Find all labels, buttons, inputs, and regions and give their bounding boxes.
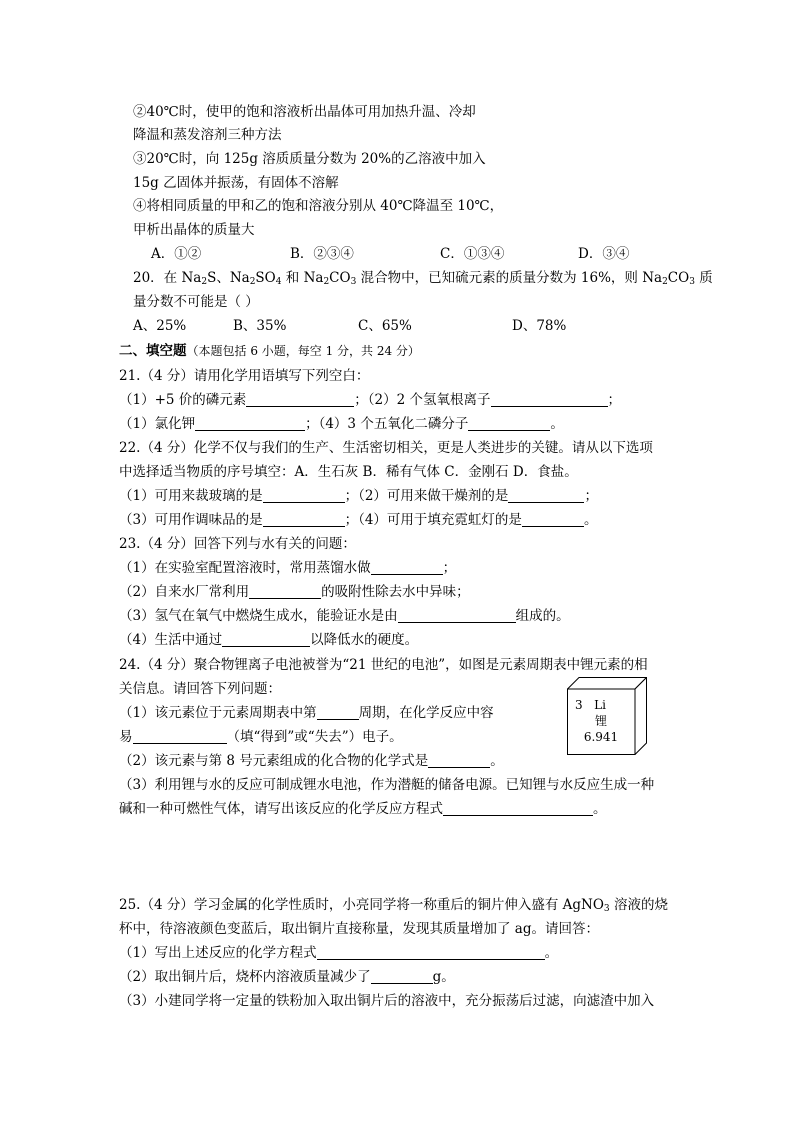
q19-option-3-line-2: 15g 乙固体并振荡，有固体不溶解 [133,175,339,191]
q25-heading: 25.（4 分）学习金属的化学性质时，小亮同学将一称重后的铜片伸入盛有 AgNO$_3$ 溶液的烧 [119,897,668,914]
q24-line-3: （1）该元素位于元素周期表中第 周期，在化学反应中容 [119,705,494,721]
q22-line-4: （3）可用作调味品的是 ；（4）可用于填充霓虹灯的是 。 [119,512,598,528]
answer-blank[interactable] [195,416,305,431]
answer-blank[interactable] [371,560,443,575]
q23-heading: 23.（4 分）回答下列与水有关的问题： [119,536,356,552]
q20-choice-a: A、25% [133,318,187,334]
q19-option-4-line-2: 甲析出晶体的质量大 [133,222,255,238]
q20-stem-line-1: 20．在 $Na_2S$、$Na_2SO_4$ 和 $Na_2CO_3$ 混合物中，已知硫元素的质量分数为 16%，则 $Na_2CO_3$ 质 [133,270,713,287]
q23-line-3: （3）氢气在氧气中燃烧生成水，能验证水是由 组成的。 [119,608,570,624]
answer-blank[interactable] [443,801,593,816]
q24-line-5: （2）该元素与第 8 号元素组成的化合物的化学式是 。 [119,753,504,769]
q19-choice-c: C．①③④ [440,246,505,262]
element-symbol: Li [594,698,606,712]
answer-blank[interactable] [508,488,584,503]
answer-blank[interactable] [263,512,345,527]
element-name: 锂 [594,714,607,728]
q24-line-4: 易 （填“得到”或“失去”）电子。 [119,729,403,745]
q20-choice-d: D、78% [512,318,567,334]
q24-line-6: （3）利用锂与水的反应可制成锂水电池，作为潜艇的储备电源。已知锂与水反应生成一种 [119,777,655,793]
q23-line-2: （2）自来水厂常利用 的吸附性除去水中异味； [119,584,470,600]
answer-blank[interactable] [246,392,354,407]
q21-line-2: （1）氯化钾 ；（4）3 个五氧化二磷分子 。 [119,416,564,432]
answer-blank[interactable] [491,392,608,407]
element-tile-figure [567,677,647,755]
q19-option-4-line-1: ④将相同质量的甲和乙的饱和溶液分别从 40℃降温至 10℃， [133,198,504,214]
answer-blank[interactable] [317,945,545,960]
q23-line-1: （1）在实验室配置溶液时，常用蒸馏水做 ； [119,560,457,576]
answer-blank[interactable] [133,729,227,744]
q21-line-1: （1）+5 价的磷元素 ；（2）2 个氢氧根离子 ； [119,392,622,408]
q21-heading: 21.（4 分）请用化学用语填写下列空白： [119,368,370,384]
q22-line-2: 中选择适当物质的序号填空：A．生石灰 B．稀有气体 C．金刚石 D．食盐。 [119,464,578,480]
q19-option-2-line-2: 降温和蒸发溶剂三种方法 [133,127,282,143]
q22-heading: 22.（4 分）化学不仅与我们的生产、生活密切相关，更是人类进步的关键。请从以下选项 [119,440,653,456]
q25-line-3: （1）写出上述反应的化学方程式 。 [119,945,559,961]
section-note: （本题包括 6 小题，每空 1 分，共 24 分） [186,344,420,358]
q25-line-5: （3）小建同学将一定量的铁粉加入取出铜片后的溶液中，充分振荡后过滤，向滤渣中加入 [119,993,655,1009]
answer-blank[interactable] [522,512,584,527]
answer-blank[interactable] [371,969,433,984]
element-number-symbol [575,698,635,713]
q25-line-2: 杯中，待溶液颜色变蓝后，取出铜片直接称量，发现其质量增加了 ag。请回答： [119,921,599,937]
q23-line-4: （4）生活中通过 以降低水的硬度。 [119,632,419,648]
q20-choice-c: C、65% [358,318,412,334]
q19-option-3-line-1: ③20℃时，向 125g 溶质质量分数为 20%的乙溶液中加入 [133,151,486,167]
q19-option-2-line-1: ②40℃时，使甲的饱和溶液析出晶体可用加热升温、冷却 [133,104,476,120]
q24-heading: 24.（4 分）聚合物锂离子电池被誉为“21 世纪的电池”，如图是元素周期表中锂元素的相 [119,657,648,673]
q22-line-3: （1）可用来裁玻璃的是 ；（2）可用来做干燥剂的是 ； [119,488,598,504]
q20-choice-b: B、35% [233,318,287,334]
answer-blank[interactable] [428,753,490,768]
atomic-number: 3 [575,698,583,712]
answer-blank[interactable] [398,608,516,623]
atomic-mass: 6.941 [583,730,619,744]
answer-blank[interactable] [222,632,310,647]
q20-stem-line-2: 量分数不可能是（ ） [133,294,259,310]
answer-blank[interactable] [317,705,359,720]
q19-choice-a: A．①② [151,246,202,262]
answer-blank[interactable] [263,488,345,503]
q24-line-7: 碱和一种可燃性气体，请写出该反应的化学反应方程式 。 [119,801,607,817]
q19-choice-d: D．③④ [578,246,630,262]
q25-line-4: （2）取出铜片后，烧杯内溶液质量减少了 g。 [119,969,455,985]
answer-blank[interactable] [468,416,550,431]
section-heading: 二、填空题（本题包括 6 小题，每空 1 分，共 24 分） [119,343,420,359]
q24-line-2: 关信息。请回答下列问题： [119,681,281,697]
answer-blank[interactable] [249,584,321,599]
q19-choice-b: B．②③④ [290,246,354,262]
